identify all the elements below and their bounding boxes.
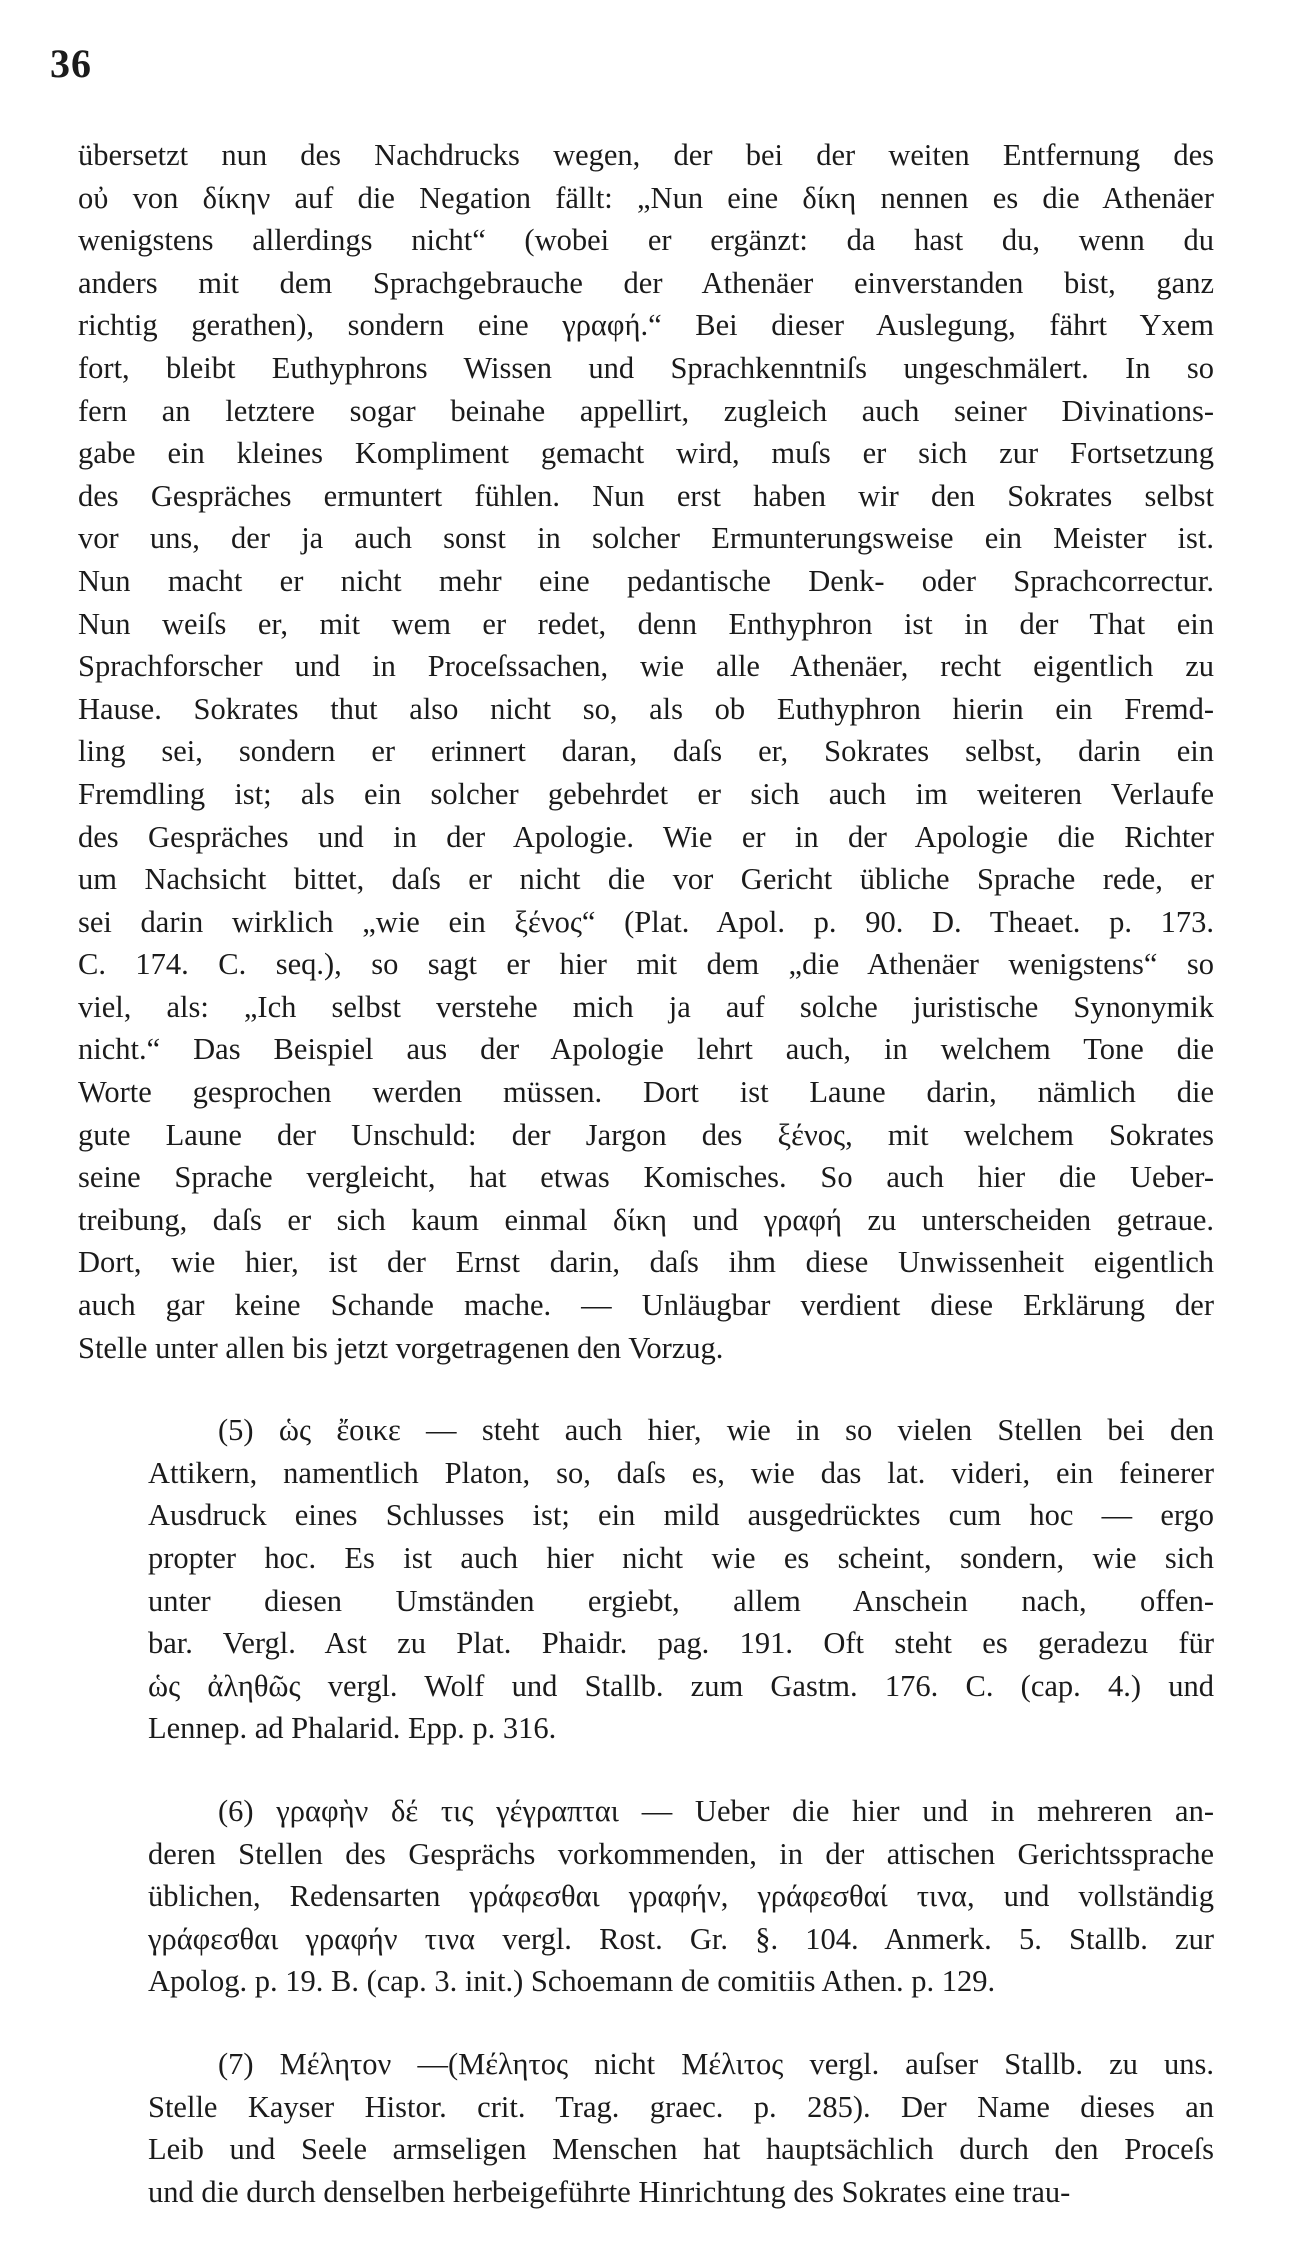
- text-line: Sprachforscher und in Proceſssachen, wie alle Athenäer, recht eigentlich zu: [78, 649, 1214, 684]
- text-line: des Gespräches ermuntert fühlen. Nun erst haben wir den Sokrates selbst: [78, 478, 1214, 513]
- text-line: Leib und Seele armseligen Menschen hat hauptsächlich durch den Proceſs: [148, 2132, 1214, 2167]
- text-line: treibung, daſs er sich kaum einmal δίκη und γραφή zu unterscheiden getraue.: [78, 1202, 1214, 1237]
- text-line: οὐ von δίκην auf die Negation fällt: „Nun eine δίκη nennen es die Athenäer: [78, 180, 1214, 215]
- text-line: Stelle unter allen bis jetzt vorgetragenen den Vorzug.: [78, 1330, 724, 1365]
- text-line: Ausdruck eines Schlusses ist; ein mild ausgedrücktes cum hoc — ergo: [148, 1498, 1214, 1533]
- text-line: wenigstens allerdings nicht“ (wobei er ergänzt: da hast du, wenn du: [78, 223, 1214, 258]
- text-line: und die durch denselben herbeigeführte Hinrichtung des Sokrates eine trau-: [148, 2174, 1071, 2209]
- text-line: Hause. Sokrates thut also nicht so, als ob Euthyphron hierin ein Fremd-: [78, 691, 1214, 726]
- text-line: sei darin wirklich „wie ein ξένος“ (Plat. Apol. p. 90. D. Theaet. p. 173.: [78, 904, 1214, 939]
- text-line: Lennep. ad Phalarid. Epp. p. 316.: [148, 1711, 557, 1746]
- text-line: deren Stellen des Gesprächs vorkommenden, in der attischen Gerichtssprache: [148, 1836, 1214, 1871]
- text-line: übersetzt nun des Nachdrucks wegen, der bei der weiten Entfernung des: [78, 138, 1214, 172]
- paragraph: [78, 1790, 1214, 2003]
- paragraph: [78, 134, 1214, 1369]
- text-line: ὡς ἀληθῶς vergl. Wolf und Stallb. zum Gastm. 176. C. (cap. 4.) und: [148, 1668, 1214, 1703]
- text-line: Stelle Kayser Histor. crit. Trag. graec. p. 285). Der Name dieses an: [148, 2089, 1214, 2124]
- text-line: Dort, wie hier, ist der Ernst darin, daſs ihm diese Unwissenheit eigentlich: [78, 1245, 1214, 1280]
- text-line: (6) γραφὴν δέ τις γέγραπται — Ueber die hier und in mehreren an-: [218, 1793, 1214, 1828]
- text-line: auch gar keine Schande mache. — Unläugbar verdient diese Erklärung der: [78, 1288, 1214, 1323]
- text-line: γράφεσθαι γραφήν τινα vergl. Rost. Gr. §. 104. Anmerk. 5. Stallb. zur: [148, 1921, 1214, 1956]
- body-text: [78, 134, 1214, 2213]
- text-line: nicht.“ Das Beispiel aus der Apologie lehrt auch, in welchem Tone die: [78, 1032, 1214, 1067]
- text-line: Nun weiſs er, mit wem er redet, denn Enthyphron ist in der That ein: [78, 606, 1214, 641]
- text-line: fern an letztere sogar beinahe appellirt, zugleich auch seiner Divinations-: [78, 393, 1214, 428]
- text-line: (5) ὡς ἔοικε — steht auch hier, wie in so vielen Stellen bei den: [218, 1413, 1214, 1448]
- text-line: gabe ein kleines Kompliment gemacht wird, muſs er sich zur Fortsetzung: [78, 436, 1214, 471]
- text-line: Nun macht er nicht mehr eine pedantische Denk- oder Sprachcorrectur.: [78, 563, 1214, 598]
- text-line: des Gespräches und in der Apologie. Wie er in der Apologie die Richter: [78, 819, 1214, 854]
- paragraph: [78, 2043, 1214, 2213]
- text-line: C. 174. C. seq.), so sagt er hier mit dem „die Athenäer wenigstens“ so: [78, 947, 1214, 982]
- text-line: seine Sprache vergleicht, hat etwas Komisches. So auch hier die Ueber-: [78, 1160, 1214, 1195]
- text-line: anders mit dem Sprachgebrauche der Athenäer einverstanden bist, ganz: [78, 265, 1214, 300]
- text-line: Worte gesprochen werden müssen. Dort ist Laune darin, nämlich die: [78, 1075, 1214, 1110]
- text-line: viel, als: „Ich selbst verstehe mich ja auf solche juristische Synonymik: [78, 989, 1214, 1024]
- page-number: 36: [50, 41, 92, 86]
- text-line: ling sei, sondern er erinnert daran, daſs er, Sokrates selbst, darin ein: [78, 734, 1214, 769]
- text-line: üblichen, Redensarten γράφεσθαι γραφήν, γράφεσθαί τινα, und vollständig: [148, 1879, 1214, 1914]
- text-line: Apolog. p. 19. B. (cap. 3. init.) Schoemann de comitiis Athen. p. 129.: [148, 1964, 996, 1999]
- text-line: propter hoc. Es ist auch hier nicht wie es scheint, sondern, wie sich: [148, 1541, 1214, 1575]
- paragraph: [78, 1409, 1214, 1750]
- text-line: gute Laune der Unschuld: der Jargon des ξένος, mit welchem Sokrates: [78, 1117, 1214, 1152]
- text-line: vor uns, der ja auch sonst in solcher Ermunterungsweise ein Meister ist.: [78, 521, 1214, 556]
- text-line: bar. Vergl. Ast zu Plat. Phaidr. pag. 191. Oft steht es geradezu für: [148, 1626, 1214, 1661]
- text-line: Attikern, namentlich Platon, so, daſs es, wie das lat. videri, ein feinerer: [148, 1455, 1214, 1490]
- text-line: um Nachsicht bittet, daſs er nicht die vor Gericht übliche Sprache rede, er: [78, 862, 1214, 897]
- text-line: unter diesen Umständen ergiebt, allem Anschein nach, offen-: [148, 1583, 1214, 1618]
- text-line: (7) Μέλητον —(Μέλητος nicht Μέλιτος vergl. auſser Stallb. zu uns.: [218, 2046, 1214, 2081]
- text-line: richtig gerathen), sondern eine γραφή.“ Bei dieser Auslegung, fährt Yxem: [78, 308, 1214, 343]
- text-line: fort, bleibt Euthyphrons Wissen und Sprachkenntniſs ungeschmälert. In so: [78, 350, 1214, 385]
- text-line: Fremdling ist; als ein solcher gebehrdet er sich auch im weiteren Verlaufe: [78, 776, 1214, 811]
